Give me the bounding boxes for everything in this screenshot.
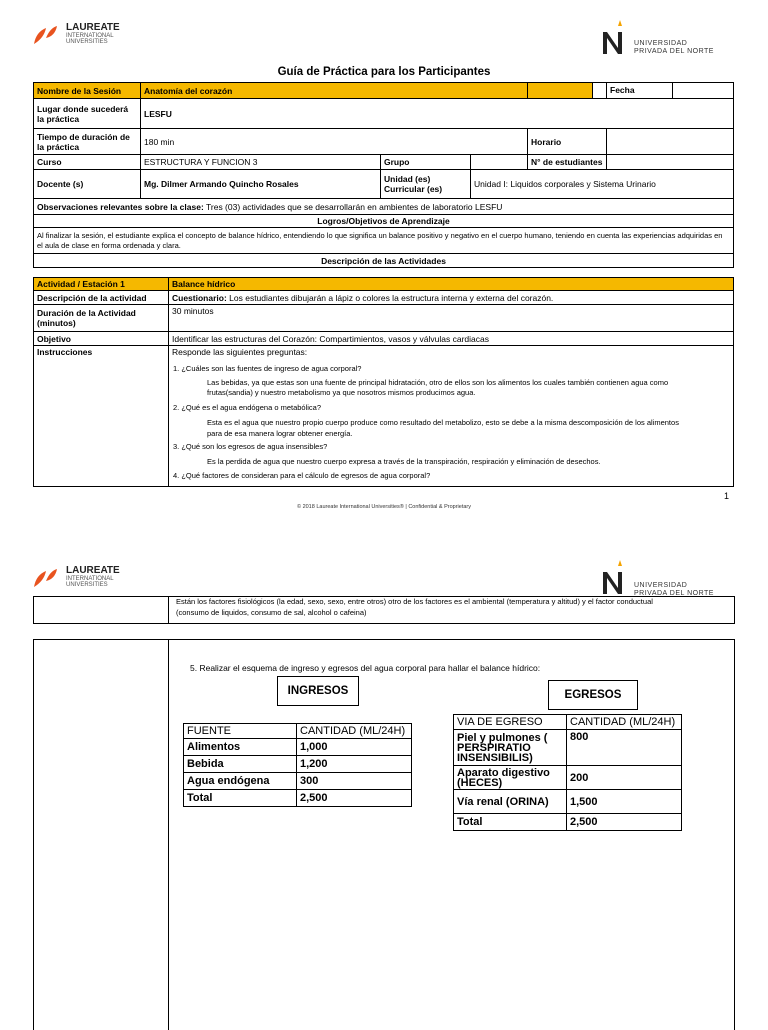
question-1: 1. ¿Cuáles son las fuentes de ingreso de agua corporal? — [173, 364, 362, 373]
egresos-header-via: VIA DE EGRESO — [454, 715, 567, 730]
ingresos-row-cantidad: 1,200 — [297, 756, 412, 773]
egresos-row-cantidad: 200 — [567, 766, 682, 790]
answer-4-line1: Están los factores fisiológicos (la edad, sexo, sexo, entre otros) otro de los factores es el ambiental (temperatura y altitud) y el factor conductual — [176, 597, 653, 606]
descripcion-bold: Cuestionario: — [172, 292, 227, 303]
ingresos-header-cantidad: CANTIDAD (ML/24H) — [297, 724, 412, 739]
observaciones — [34, 199, 734, 215]
ingresos-row-cantidad: 300 — [297, 773, 412, 790]
laureate-sub1-2: INTERNATIONAL — [66, 576, 114, 582]
laureate-leaf-icon — [32, 567, 58, 591]
ingresos-table — [183, 723, 412, 807]
question-2: 2. ¿Qué es el agua endógena o metabólica? — [173, 403, 322, 412]
egresos-row-via: Vía renal (ORINA) — [454, 790, 567, 814]
answer-4-box — [33, 596, 735, 624]
answer-3: Es la perdida de agua que nuestro cuerpo expresa a través de la transpiración, respiración y eliminación de desechos. — [207, 457, 601, 466]
question-3: 3. ¿Qué son los egresos de agua insensibles? — [173, 442, 328, 451]
tiempo-label: Tiempo de duración de la práctica — [34, 129, 141, 155]
lugar-value: LESFU — [141, 99, 734, 129]
ingresos-header-fuente: FUENTE — [184, 724, 297, 739]
egresos-table — [453, 714, 682, 831]
instrucciones-intro: Responde las siguientes preguntas: — [172, 347, 308, 357]
laureate-sub2: UNIVERSITIES — [66, 39, 108, 45]
ingresos-row-cantidad: 2,500 — [297, 790, 412, 807]
footer-copyright: © 2018 Laureate International Universities® | Confidential & Proprietary — [296, 504, 471, 510]
estudiantes-label: N° de estudiantes — [528, 155, 607, 170]
duracion-value: 30 minutos — [169, 305, 734, 332]
answer-2-line2: para de esa manera lograr obtener energía. — [207, 429, 353, 438]
obs-label: Observaciones relevantes sobre la clase: — [37, 201, 204, 212]
curso-label: Curso — [34, 155, 141, 170]
answer-4-line2: (consumo de liquidos, consumo de sal, alcohol o cafeina) — [176, 608, 367, 617]
question-4: 4. ¿Qué factores de consideran para el cálculo de egresos de agua corporal? — [173, 471, 431, 480]
upn-n-icon — [600, 560, 630, 596]
horario-field[interactable] — [607, 129, 734, 155]
ingresos-row-fuente: Alimentos — [184, 739, 297, 756]
laureate-sub1: INTERNATIONAL — [66, 33, 114, 39]
answer-2-line1: Esta es el agua que nuestro propio cuerpo produce como resultado del metabolizo, esto se debe a la misma descomposición de los alimentos — [207, 418, 679, 427]
egresos-row-via: Aparato digestivo (HECES) — [454, 766, 567, 790]
desc-header: Descripción de las Actividades — [34, 254, 734, 268]
descripcion-cell — [169, 291, 734, 305]
logros-header: Logros/Objetivos de Aprendizaje — [34, 215, 734, 228]
question-5: 5. Realizar el esquema de ingreso y egresos del agua corporal para hallar el balance hídrico: — [190, 663, 541, 673]
ingresos-row-fuente: Total — [184, 790, 297, 807]
egresos-row-cantidad: 2,500 — [567, 814, 682, 831]
upn-line1-2: UNIVERSIDAD — [634, 582, 688, 589]
horario-label: Horario — [528, 129, 607, 155]
egresos-header-cantidad: CANTIDAD (ML/24H) — [567, 715, 682, 730]
ingresos-row-fuente: Agua endógena — [184, 773, 297, 790]
curso-value: ESTRUCTURA Y FUNCION 3 — [141, 155, 381, 170]
unidad-value: Unidad I: Liquidos corporales y Sistema Urinario — [471, 170, 734, 199]
duracion-label: Duración de la Actividad (minutos) — [34, 305, 169, 332]
egresos-row-via: Total — [454, 814, 567, 831]
tiempo-value: 180 min — [141, 129, 528, 155]
ingresos-title: INGRESOS — [277, 676, 359, 706]
upn-line1: UNIVERSIDAD — [634, 40, 688, 47]
upn-line2-2: PRIVADA DEL NORTE — [634, 590, 714, 597]
page-title: Guía de Práctica para los Participantes — [277, 66, 491, 78]
session-info-table — [33, 82, 734, 268]
egresos-row-cantidad: 800 — [567, 730, 682, 766]
answer-1-line2: frutas(sandia) y nuestro metabolismo ya que nosotros mismos producimos agua. — [207, 388, 476, 397]
ingresos-row-fuente: Bebida — [184, 756, 297, 773]
instrucciones-label: Instrucciones — [34, 346, 169, 487]
egresos-title: EGRESOS — [548, 680, 638, 710]
descripcion-value: Los estudiantes dibujarán a lápiz o colores la estructura interna y externa del corazón. — [229, 292, 554, 303]
session-value: Anatomía del corazón — [141, 83, 528, 99]
fecha-label: Fecha — [610, 85, 635, 95]
actividad-label: Actividad / Estación 1 — [34, 278, 169, 291]
obs-value: Tres (03) actividades que se desarrollarán en ambientes de laboratorio LESFU — [206, 201, 503, 212]
page-number: 1 — [724, 491, 730, 501]
ingresos-row-cantidad: 1,000 — [297, 739, 412, 756]
actividad-value: Balance hídrico — [169, 278, 734, 291]
laureate-sub2-2: UNIVERSITIES — [66, 582, 108, 588]
answer-1-line1: Las bebidas, ya que estas son una fuente de principal hidratación, otro de ellos son los alimentos los cuales también contienen agua como — [207, 378, 669, 387]
lugar-label: Lugar donde sucederá la práctica — [34, 99, 141, 129]
objetivo-value: Identificar las estructuras del Corazón: Compartimientos, vasos y válvulas cardiacas — [169, 332, 734, 346]
descripcion-label: Descripción de la actividad — [34, 291, 169, 305]
grupo-label: Grupo — [381, 155, 471, 170]
laureate-leaf-icon — [32, 24, 58, 48]
laureate-brand-2: LAUREATE — [66, 565, 120, 576]
upn-n-icon — [600, 20, 630, 56]
docente-value: Mg. Dilmer Armando Quincho Rosales — [141, 170, 381, 199]
objetivo-label: Objetivo — [34, 332, 169, 346]
egresos-row-cantidad: 1,500 — [567, 790, 682, 814]
unidad-label: Unidad (es) Curricular (es) — [381, 170, 471, 199]
session-label: Nombre de la Sesión — [34, 83, 141, 99]
egresos-row-via: Piel y pulmones ( PERSPIRATIO INSENSIBILIS) — [454, 730, 567, 766]
fecha-field[interactable] — [672, 83, 733, 98]
laureate-brand: LAUREATE — [66, 22, 120, 33]
upn-line2: PRIVADA DEL NORTE — [634, 48, 714, 55]
docente-label: Docente (s) — [34, 170, 141, 199]
grupo-field[interactable] — [471, 155, 528, 170]
page-break — [0, 528, 768, 538]
estudiantes-field[interactable] — [607, 155, 734, 170]
logros-text: Al finalizar la sesión, el estudiante explica el concepto de balance hídrico, entendiendo lo que significa un balance positivo y negativo en el cuerpo humano, teniendo en cuenta las experiencias adquiridas en el aula de clase en forma ordenada y clara. — [34, 228, 734, 254]
